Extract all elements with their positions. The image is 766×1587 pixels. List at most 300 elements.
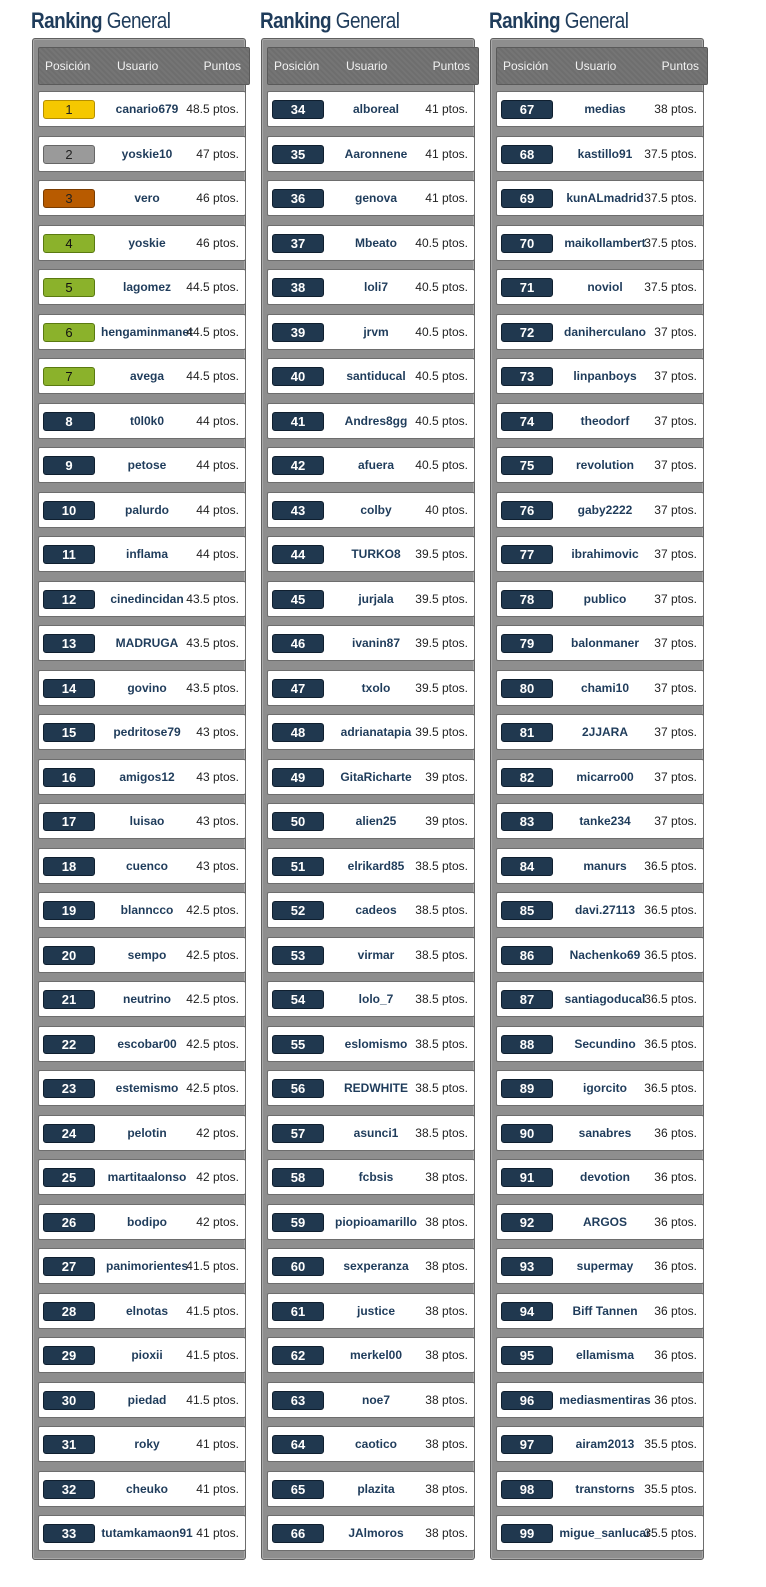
header-position: Posición xyxy=(45,59,91,73)
ranking-row xyxy=(38,670,246,706)
ranking-row xyxy=(38,1337,246,1373)
user-name[interactable]: yoskie10 xyxy=(121,146,173,161)
ranking-row xyxy=(267,759,475,795)
user-points: 39 ptos. xyxy=(425,769,468,784)
user-name[interactable]: bodipo xyxy=(127,1214,167,1229)
user-name[interactable]: santiducal xyxy=(346,369,406,383)
user-name[interactable]: estemismo xyxy=(115,1081,179,1095)
user-points: 38 ptos. xyxy=(425,1214,468,1229)
user-points: 38.5 ptos. xyxy=(415,947,468,962)
position-badge: 29 xyxy=(43,1346,95,1365)
position-badge: 40 xyxy=(272,367,324,386)
user-points: 37 ptos. xyxy=(654,502,697,517)
user-name[interactable]: theodorf xyxy=(580,413,630,428)
user-name[interactable]: lolo_7 xyxy=(358,992,394,1006)
header-position: Posición xyxy=(503,59,549,73)
user-points: 41 ptos. xyxy=(425,102,468,116)
user-points: 37.5 ptos. xyxy=(644,280,697,294)
user-points: 40.5 ptos. xyxy=(415,413,468,428)
ranking-header xyxy=(38,47,250,85)
user-name[interactable]: cuenco xyxy=(125,858,168,873)
ranking-row xyxy=(38,492,246,528)
user-points: 38 ptos. xyxy=(425,1392,468,1407)
user-points: 40.5 ptos. xyxy=(415,280,468,294)
user-name[interactable]: adrianatapia xyxy=(340,725,412,739)
user-points: 37.5 ptos. xyxy=(644,235,697,250)
position-badge: 33 xyxy=(43,1524,95,1543)
ranking-row xyxy=(38,358,246,394)
user-points: 38 ptos. xyxy=(425,1526,468,1540)
user-points: 39.5 ptos. xyxy=(415,636,468,650)
user-name[interactable]: 2JJARA xyxy=(581,725,629,739)
ranking-panel xyxy=(261,38,475,1560)
position-badge: 20 xyxy=(43,946,95,965)
user-points: 43 ptos. xyxy=(196,769,239,784)
header-position: Posición xyxy=(274,59,320,73)
user-points: 36 ptos. xyxy=(654,1259,697,1273)
user-name[interactable]: Aaronnene xyxy=(344,146,408,161)
user-name[interactable]: revolution xyxy=(575,458,634,472)
header-points: Puntos xyxy=(661,59,699,73)
ranking-row xyxy=(496,536,704,572)
position-badge: 64 xyxy=(272,1435,324,1454)
position-badge: 39 xyxy=(272,323,324,342)
user-name[interactable]: cadeos xyxy=(355,903,397,917)
header-user: Usuario xyxy=(346,59,388,73)
user-name[interactable]: govino xyxy=(127,680,167,695)
user-points: 41 ptos. xyxy=(196,1481,239,1496)
position-badge: 77 xyxy=(501,545,553,564)
position-badge: 89 xyxy=(501,1079,553,1098)
position-badge: 46 xyxy=(272,634,324,653)
position-badge: 28 xyxy=(43,1302,95,1321)
ranking-header xyxy=(496,47,708,85)
user-name[interactable]: Mbeato xyxy=(355,235,397,250)
ranking-row xyxy=(38,536,246,572)
user-name[interactable]: supermay xyxy=(576,1259,634,1273)
ranking-row xyxy=(38,225,246,261)
position-badge: 97 xyxy=(501,1435,553,1454)
ranking-row xyxy=(38,314,246,350)
user-points: 40.5 ptos. xyxy=(415,369,468,383)
ranking-row xyxy=(496,1471,704,1507)
position-badge: 63 xyxy=(272,1391,324,1410)
user-name[interactable]: kunALmadrid xyxy=(566,191,644,205)
user-name[interactable]: sempo xyxy=(127,947,167,962)
position-badge: 3 xyxy=(43,189,95,208)
position-badge: 87 xyxy=(501,990,553,1009)
user-points: 42.5 ptos. xyxy=(186,947,239,962)
user-name[interactable]: kastillo91 xyxy=(577,146,633,161)
position-badge: 95 xyxy=(501,1346,553,1365)
position-badge: 81 xyxy=(501,723,553,742)
user-name[interactable]: genova xyxy=(354,191,397,205)
user-name[interactable]: loli7 xyxy=(363,280,388,294)
user-points: 43 ptos. xyxy=(196,814,239,828)
user-name[interactable]: plazita xyxy=(357,1481,395,1496)
ranking-row xyxy=(38,91,246,127)
position-badge: 98 xyxy=(501,1480,553,1499)
user-points: 37 ptos. xyxy=(654,458,697,472)
user-name[interactable]: noe7 xyxy=(361,1392,390,1407)
user-name[interactable]: alboreal xyxy=(352,102,400,116)
ranking-row xyxy=(496,581,704,617)
user-name[interactable]: migue_sanlucar xyxy=(559,1526,651,1540)
user-name[interactable]: tanke234 xyxy=(579,814,631,828)
user-points: 47 ptos. xyxy=(196,146,239,161)
position-badge: 52 xyxy=(272,901,324,920)
ranking-row xyxy=(38,848,246,884)
ranking-row xyxy=(496,759,704,795)
user-name[interactable]: fcbsis xyxy=(358,1170,394,1184)
user-name[interactable]: jrvm xyxy=(363,324,389,339)
position-badge: 94 xyxy=(501,1302,553,1321)
user-points: 38 ptos. xyxy=(425,1170,468,1184)
user-points: 37 ptos. xyxy=(654,324,697,339)
user-name[interactable]: davi.27113 xyxy=(574,903,636,917)
user-name[interactable]: Nachenko69 xyxy=(569,947,641,962)
position-badge: 73 xyxy=(501,367,553,386)
ranking-row xyxy=(38,1382,246,1418)
position-badge: 9 xyxy=(43,456,95,475)
user-points: 38.5 ptos. xyxy=(415,1125,468,1140)
ranking-row xyxy=(496,1337,704,1373)
user-points: 41.5 ptos. xyxy=(186,1259,239,1273)
user-points: 36 ptos. xyxy=(654,1170,697,1184)
position-badge: 83 xyxy=(501,812,553,831)
user-name[interactable]: lagomez xyxy=(122,280,171,294)
user-name[interactable]: colby xyxy=(360,502,392,517)
ranking-row xyxy=(38,581,246,617)
ranking-row xyxy=(267,670,475,706)
position-badge: 19 xyxy=(43,901,95,920)
position-badge: 15 xyxy=(43,723,95,742)
position-badge: 18 xyxy=(43,857,95,876)
user-points: 37 ptos. xyxy=(654,413,697,428)
user-name[interactable]: MADRUGA xyxy=(115,636,179,650)
user-name[interactable]: hengaminmanet xyxy=(100,324,193,339)
position-badge: 96 xyxy=(501,1391,553,1410)
user-points: 35.5 ptos. xyxy=(644,1437,697,1451)
user-name[interactable]: yoskie xyxy=(128,235,166,250)
ranking-row xyxy=(496,314,704,350)
position-badge: 30 xyxy=(43,1391,95,1410)
user-name[interactable]: ellamisma xyxy=(575,1348,635,1362)
ranking-row xyxy=(496,670,704,706)
user-name[interactable]: publico xyxy=(583,591,627,606)
ranking-row xyxy=(496,803,704,839)
user-points: 38.5 ptos. xyxy=(415,858,468,873)
user-name[interactable]: Biff Tannen xyxy=(572,1303,638,1318)
user-name[interactable]: palurdo xyxy=(125,502,169,517)
user-name[interactable]: ivanin87 xyxy=(351,636,401,650)
user-name[interactable]: maikollambert xyxy=(564,235,646,250)
ranking-row xyxy=(267,136,475,172)
position-badge: 21 xyxy=(43,990,95,1009)
ranking-row xyxy=(267,714,475,750)
user-name[interactable]: sanabres xyxy=(578,1125,632,1140)
user-points: 44 ptos. xyxy=(196,502,239,517)
user-name[interactable]: piopioamarillo xyxy=(334,1214,417,1229)
position-badge: 59 xyxy=(272,1213,324,1232)
ranking-row xyxy=(267,1426,475,1462)
user-points: 35.5 ptos. xyxy=(644,1481,697,1496)
ranking-row xyxy=(496,1382,704,1418)
position-badge: 23 xyxy=(43,1079,95,1098)
position-badge: 65 xyxy=(272,1480,324,1499)
ranking-row xyxy=(496,625,704,661)
position-badge: 12 xyxy=(43,590,95,609)
user-name[interactable]: JAlmoros xyxy=(348,1526,404,1540)
ranking-row xyxy=(38,1471,246,1507)
ranking-row xyxy=(496,848,704,884)
position-badge: 47 xyxy=(272,679,324,698)
ranking-row xyxy=(496,269,704,305)
position-badge: 86 xyxy=(501,946,553,965)
ranking-title-light: General xyxy=(564,8,629,33)
user-points: 42.5 ptos. xyxy=(186,1081,239,1095)
ranking-row xyxy=(267,1115,475,1151)
user-name[interactable]: panimorientes xyxy=(105,1259,189,1273)
position-badge: 11 xyxy=(43,545,95,564)
ranking-row xyxy=(496,714,704,750)
position-badge: 67 xyxy=(501,100,553,119)
user-points: 37 ptos. xyxy=(654,547,697,561)
ranking-row xyxy=(267,848,475,884)
position-badge: 44 xyxy=(272,545,324,564)
user-name[interactable]: t0l0k0 xyxy=(129,413,165,428)
user-name[interactable]: santiagoducal xyxy=(564,992,646,1006)
user-name[interactable]: devotion xyxy=(580,1170,630,1184)
user-name[interactable]: elrikard85 xyxy=(347,858,405,873)
position-badge: 17 xyxy=(43,812,95,831)
user-name[interactable]: elnotas xyxy=(125,1303,168,1318)
user-name[interactable]: vero xyxy=(134,191,160,205)
ranking-title-bold: Ranking xyxy=(31,8,103,33)
user-name[interactable]: martitaalonso xyxy=(107,1170,187,1184)
user-points: 36.5 ptos. xyxy=(644,1036,697,1051)
position-badge: 82 xyxy=(501,768,553,787)
user-name[interactable]: ibrahimovic xyxy=(571,547,639,561)
ranking-row xyxy=(38,1426,246,1462)
user-name[interactable]: avega xyxy=(129,369,165,383)
ranking-row xyxy=(267,1382,475,1418)
user-name[interactable]: amigos12 xyxy=(119,769,175,784)
user-name[interactable]: alien25 xyxy=(355,814,397,828)
user-points: 44 ptos. xyxy=(196,547,239,561)
user-name[interactable]: eslomismo xyxy=(344,1036,408,1051)
user-name[interactable]: cheuko xyxy=(125,1481,168,1496)
ranking-row xyxy=(496,136,704,172)
user-points: 37 ptos. xyxy=(654,814,697,828)
user-name[interactable]: caotico xyxy=(354,1437,397,1451)
user-name[interactable]: noviol xyxy=(587,280,623,294)
user-points: 41 ptos. xyxy=(196,1437,239,1451)
user-name[interactable]: luisao xyxy=(129,814,165,828)
user-name[interactable]: balonmaner xyxy=(570,636,639,650)
user-name[interactable]: asunci1 xyxy=(353,1125,399,1140)
user-points: 36 ptos. xyxy=(654,1348,697,1362)
user-name[interactable]: chami10 xyxy=(580,680,630,695)
user-points: 41.5 ptos. xyxy=(186,1392,239,1407)
ranking-row xyxy=(38,625,246,661)
user-name[interactable]: pedritose79 xyxy=(113,725,181,739)
ranking-row xyxy=(38,1026,246,1062)
position-badge: 58 xyxy=(272,1168,324,1187)
user-name[interactable]: merkel00 xyxy=(349,1348,403,1362)
user-points: 36.5 ptos. xyxy=(644,858,697,873)
ranking-row xyxy=(38,759,246,795)
user-name[interactable]: Secundino xyxy=(574,1036,636,1051)
user-name[interactable]: gaby2222 xyxy=(577,502,633,517)
user-points: 43 ptos. xyxy=(196,858,239,873)
position-badge: 8 xyxy=(43,412,95,431)
user-points: 37.5 ptos. xyxy=(644,191,697,205)
ranking-row xyxy=(496,358,704,394)
user-name[interactable]: transtorns xyxy=(575,1481,635,1496)
position-badge: 78 xyxy=(501,590,553,609)
user-points: 36 ptos. xyxy=(654,1125,697,1140)
user-name[interactable]: airam2013 xyxy=(575,1437,635,1451)
ranking-row xyxy=(496,225,704,261)
user-name[interactable]: canario679 xyxy=(115,102,179,116)
user-name[interactable]: justice xyxy=(356,1303,395,1318)
user-points: 36 ptos. xyxy=(654,1214,697,1229)
user-points: 48.5 ptos. xyxy=(186,102,239,116)
user-points: 43 ptos. xyxy=(196,725,239,739)
user-name[interactable]: roky xyxy=(134,1437,160,1451)
position-badge: 2 xyxy=(43,145,95,164)
user-name[interactable]: jurjala xyxy=(358,591,394,606)
position-badge: 80 xyxy=(501,679,553,698)
user-points: 42 ptos. xyxy=(196,1170,239,1184)
user-name[interactable]: pelotin xyxy=(127,1125,167,1140)
position-badge: 10 xyxy=(43,501,95,520)
user-points: 42 ptos. xyxy=(196,1214,239,1229)
ranking-row xyxy=(496,1515,704,1551)
user-name[interactable]: cinedincidan xyxy=(110,591,184,606)
ranking-row xyxy=(267,1248,475,1284)
user-points: 37 ptos. xyxy=(654,591,697,606)
position-badge: 6 xyxy=(43,323,95,342)
user-points: 41.5 ptos. xyxy=(186,1303,239,1318)
user-name[interactable]: ARGOS xyxy=(582,1214,627,1229)
user-name[interactable]: blanncco xyxy=(120,903,174,917)
ranking-row xyxy=(38,136,246,172)
ranking-row xyxy=(267,1293,475,1329)
user-points: 38.5 ptos. xyxy=(415,1036,468,1051)
ranking-header xyxy=(267,47,479,85)
position-badge: 13 xyxy=(43,634,95,653)
user-name[interactable]: Andres8gg xyxy=(344,413,408,428)
position-badge: 22 xyxy=(43,1035,95,1054)
user-name[interactable]: linpanboys xyxy=(573,369,637,383)
position-badge: 50 xyxy=(272,812,324,831)
user-name[interactable]: TURKO8 xyxy=(351,547,401,561)
user-name[interactable]: manurs xyxy=(583,858,627,873)
user-points: 36.5 ptos. xyxy=(644,1081,697,1095)
ranking-row xyxy=(267,937,475,973)
user-points: 37 ptos. xyxy=(654,636,697,650)
ranking-panel xyxy=(490,38,704,1560)
position-badge: 14 xyxy=(43,679,95,698)
ranking-row xyxy=(267,447,475,483)
user-points: 44 ptos. xyxy=(196,413,239,428)
ranking-row xyxy=(267,180,475,216)
user-name[interactable]: pioxii xyxy=(131,1348,163,1362)
user-name[interactable]: mediasmentiras xyxy=(559,1392,651,1407)
user-points: 38 ptos. xyxy=(425,1437,468,1451)
user-points: 43.5 ptos. xyxy=(186,591,239,606)
ranking-row xyxy=(496,892,704,928)
position-badge: 51 xyxy=(272,857,324,876)
position-badge: 1 xyxy=(43,100,95,119)
position-badge: 85 xyxy=(501,901,553,920)
user-name[interactable]: virmar xyxy=(357,947,395,962)
position-badge: 76 xyxy=(501,501,553,520)
user-name[interactable]: REDWHITE xyxy=(344,1081,408,1095)
user-points: 37 ptos. xyxy=(654,680,697,695)
user-name[interactable]: neutrino xyxy=(123,992,171,1006)
ranking-row xyxy=(38,1293,246,1329)
user-name[interactable]: GitaRicharte xyxy=(340,769,412,784)
user-name[interactable]: afuera xyxy=(357,458,395,472)
user-name[interactable]: sexperanza xyxy=(343,1259,409,1273)
user-name[interactable]: medias xyxy=(584,102,626,116)
user-points: 39 ptos. xyxy=(425,814,468,828)
user-name[interactable]: daniherculano xyxy=(563,324,646,339)
position-badge: 54 xyxy=(272,990,324,1009)
position-badge: 71 xyxy=(501,278,553,297)
ranking-row xyxy=(267,1070,475,1106)
position-badge: 43 xyxy=(272,501,324,520)
position-badge: 99 xyxy=(501,1524,553,1543)
ranking-title-light: General xyxy=(335,8,400,33)
position-badge: 57 xyxy=(272,1124,324,1143)
position-badge: 32 xyxy=(43,1480,95,1499)
user-points: 39.5 ptos. xyxy=(415,547,468,561)
ranking-title xyxy=(260,8,399,34)
user-points: 38.5 ptos. xyxy=(415,992,468,1006)
user-points: 46 ptos. xyxy=(196,235,239,250)
position-badge: 90 xyxy=(501,1124,553,1143)
position-badge: 36 xyxy=(272,189,324,208)
ranking-row xyxy=(38,180,246,216)
user-points: 43.5 ptos. xyxy=(186,680,239,695)
user-points: 39.5 ptos. xyxy=(415,680,468,695)
user-name[interactable]: petose xyxy=(127,458,167,472)
ranking-row xyxy=(38,937,246,973)
user-name[interactable]: tutamkamaon91 xyxy=(101,1526,193,1540)
ranking-row xyxy=(267,269,475,305)
position-badge: 24 xyxy=(43,1124,95,1143)
user-name[interactable]: piedad xyxy=(127,1392,167,1407)
user-name[interactable]: inflama xyxy=(125,547,168,561)
position-badge: 61 xyxy=(272,1302,324,1321)
ranking-row xyxy=(496,1248,704,1284)
user-points: 38 ptos. xyxy=(425,1259,468,1273)
user-points: 42.5 ptos. xyxy=(186,1036,239,1051)
user-name[interactable]: escobar00 xyxy=(117,1036,177,1051)
position-badge: 79 xyxy=(501,634,553,653)
user-name[interactable]: txolo xyxy=(361,680,391,695)
user-name[interactable]: micarro00 xyxy=(576,769,634,784)
user-name[interactable]: igorcito xyxy=(583,1081,627,1095)
user-points: 36 ptos. xyxy=(654,1303,697,1318)
ranking-row xyxy=(267,225,475,261)
user-points: 40.5 ptos. xyxy=(415,235,468,250)
user-points: 41 ptos. xyxy=(425,191,468,205)
